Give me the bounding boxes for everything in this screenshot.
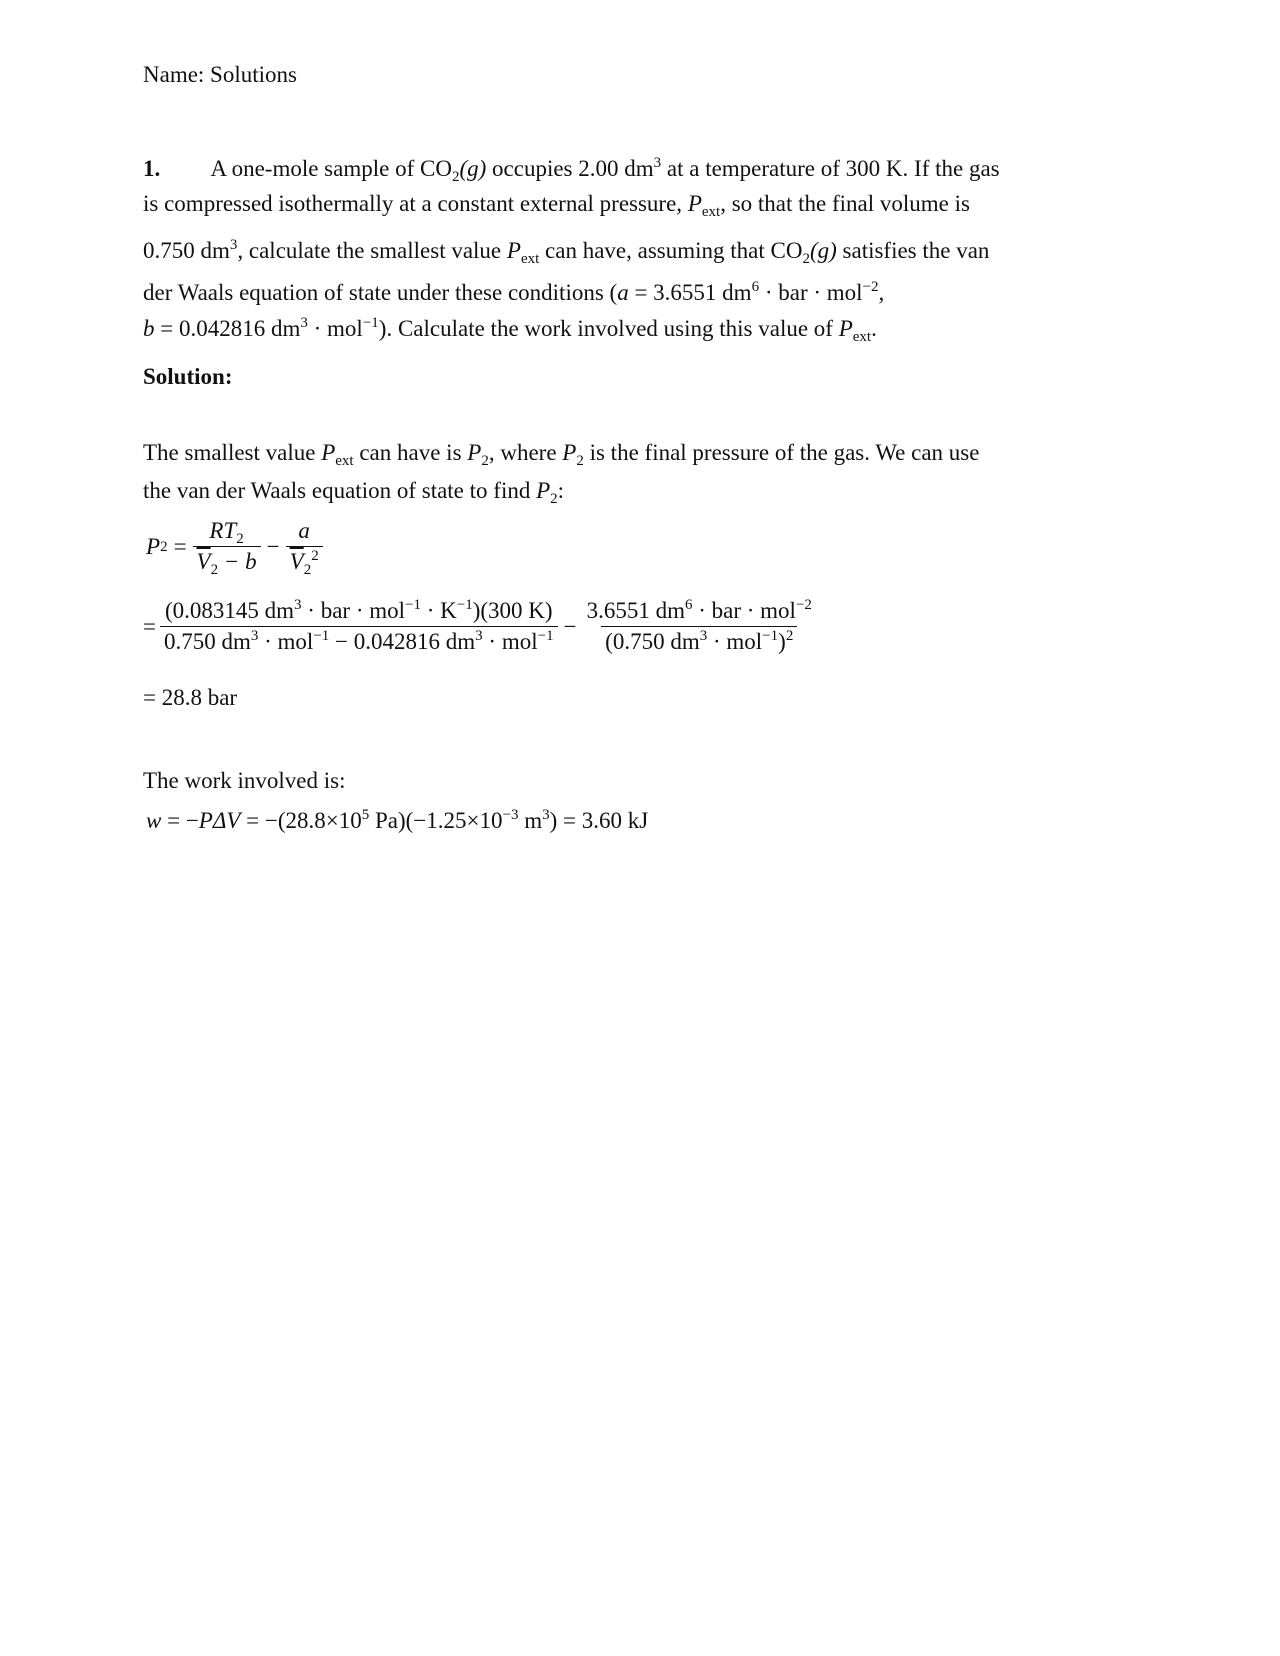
problem-line-2: is compressed isothermally at a constant external pressure, $P_{ext}$, so that the final volume is xyxy=(143,191,970,220)
problem-line-3: 0.750 $dm^3$, calculate the smallest value $P_{ext}$ can have, assuming that $CO_2(g)$ satisfies the van xyxy=(143,237,990,267)
fraction-a-numeric: $\frac{3.6551 dm^6 \cdot bar \cdot mol^{-2}}{(0.750 dm^3 \cdot mol^{-1})^2}$ xyxy=(586,597,812,654)
vdw-substitution: = $\frac{(0.083145 dm^3 \cdot bar \cdot mol^{-1} \cdot K^{-1})(300 K)}{0.750 dm^3 \cdot mol^{-1} - 0.042816 dm^3 \cdot mol^{-1}}$ − $\frac{3.6551 dm^6 \cdot bar \cdot mol^{-2}}{(0.750 dm^3 \cdot mol^{-1})^2}$ xyxy=(143,598,816,655)
fraction-rt-over-v-b: $\frac{RT_2}{\overline{V}_2 - b}$ xyxy=(193,518,261,575)
name-line: Name: Solutions xyxy=(143,62,297,87)
work-equation: $w = -P\Delta V = -(28.8\times 10^5$ $Pa)(-1.25\times 10^{-3}$ $m^3) = 3.60$ kJ xyxy=(146,807,649,833)
problem-line-4: der Waals equation of state under these conditions (a = 3.6551 $dm^6$ · bar · mol$^{-2}$, xyxy=(143,279,885,305)
solution-line-1: The smallest value $P_{ext}$ can have is $P_2$, where $P_2$ is the final pressure of the gas. We can use xyxy=(143,440,980,469)
solution-heading: Solution: xyxy=(143,364,233,389)
solution-line-2: the van der Waals equation of state to find $P_2$: xyxy=(143,478,565,507)
vdw-equation: P 2 = $\frac{RT_2}{\overline{V}_2 - b}$ − $\frac{a}{\overline{V}_2^2}$ xyxy=(146,518,323,575)
work-intro: The work involved is: xyxy=(143,768,346,793)
problem-line-5: b = 0.042816 $dm^3 \cdot mol^{-1}$). Calculate the work involved using this value of $P_{ext}$. xyxy=(143,315,877,345)
fraction-rt-numeric: $\frac{(0.083145 dm^3 \cdot bar \cdot mol^{-1} \cdot K^{-1})(300 K)}{0.750 dm^3 \cdot mol^{-1} - 0.042816 dm^3 \cdot mol^{-1}}$ xyxy=(160,598,558,655)
problem-line-1: 1. A one-mole sample of $CO_2(g)$ occupies 2.00 $dm^3$ at a temperature of 300 K. If the gas xyxy=(143,155,1000,185)
pressure-result: = 28.8 bar xyxy=(143,685,238,710)
problem-number: 1. xyxy=(143,156,161,181)
fraction-a-over-v2: $\frac{a}{\overline{V}_2^2}$ xyxy=(286,518,323,575)
